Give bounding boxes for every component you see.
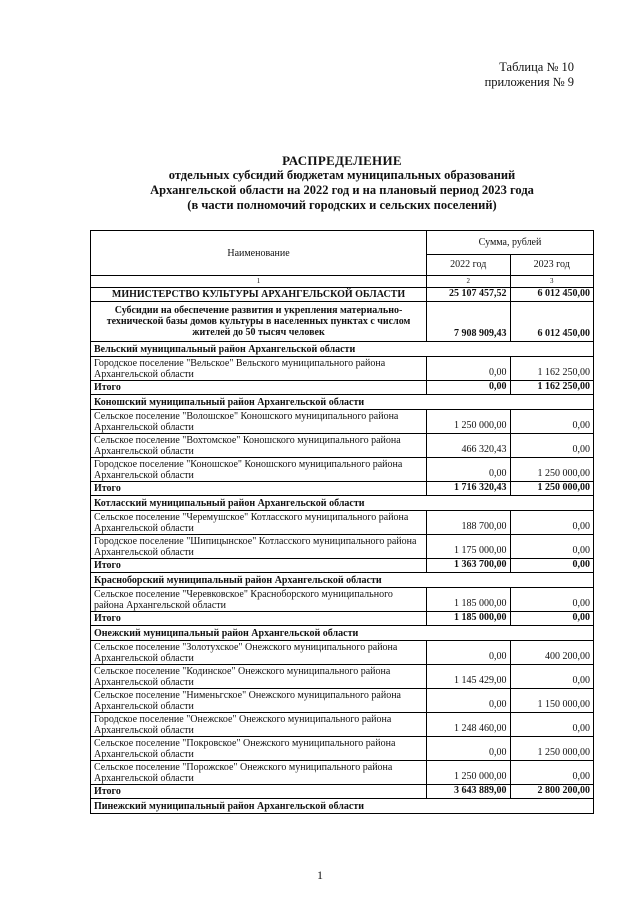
amount-2022: 1 250 000,00 — [427, 761, 510, 785]
amount-2023: 1 250 000,00 — [510, 458, 594, 482]
amount-2023: 0,00 — [510, 588, 594, 612]
amount-2022: 0,00 — [427, 689, 510, 713]
table-row-item — [91, 641, 594, 665]
amount-2023: 0,00 — [510, 713, 594, 737]
amount-2023: 1 150 000,00 — [510, 689, 594, 713]
row-name: Сельское поселение "Вохтомское" Коношского муниципального района Архангельской области — [91, 434, 427, 458]
table-row-item — [91, 511, 594, 535]
district-name: Коношский муниципальный район Архангельской области — [91, 395, 594, 410]
row-name: Сельское поселение "Волошское" Коношского муниципального района Архангельской области — [91, 410, 427, 434]
table-row-subsidy — [91, 302, 594, 342]
row-name: Городское поселение "Вельское" Вельского муниципального района Архангельской области — [91, 357, 427, 381]
total-label: Итого — [91, 559, 427, 573]
row-name: Сельское поселение "Порожское" Онежского муниципального района Архангельской области — [91, 761, 427, 785]
title-heading: РАСПРЕДЕЛЕНИЕ — [282, 153, 402, 168]
district-name: Пинежский муниципальный район Архангельской области — [91, 799, 594, 814]
title-line-2: отдельных субсидий бюджетам муниципальных образований — [168, 168, 516, 182]
amount-2022: 1 250 000,00 — [427, 410, 510, 434]
total-label: Итого — [91, 381, 427, 395]
title-line-3: Архангельской области на 2022 год и на плановый период 2023 года — [150, 183, 534, 197]
amount-2023: 1 162 250,00 — [510, 381, 594, 395]
amount-2022: 0,00 — [427, 641, 510, 665]
amount-2022: 0,00 — [427, 737, 510, 761]
amount-2022: 0,00 — [427, 381, 510, 395]
total-label: Итого — [91, 612, 427, 626]
subsidy-table — [90, 230, 594, 814]
row-name: МИНИСТЕРСТВО КУЛЬТУРЫ АРХАНГЕЛЬСКОЙ ОБЛАСТИ — [91, 288, 427, 302]
row-name: Сельское поселение "Кодинское" Онежского муниципального района Архангельской области — [91, 665, 427, 689]
total-label: Итого — [91, 482, 427, 496]
row-name: Сельское поселение "Черевковское" Красноборского муниципального района Архангельской области — [91, 588, 427, 612]
table-row-district — [91, 342, 594, 357]
table-row-total — [91, 559, 594, 573]
amount-2023: 0,00 — [510, 535, 594, 559]
appendix-number: приложения № 9 — [484, 75, 574, 89]
table-row-item — [91, 761, 594, 785]
table-number: Таблица № 10 — [499, 60, 574, 74]
table-row-item — [91, 357, 594, 381]
amount-2023: 400 200,00 — [510, 641, 594, 665]
header-2022: 2022 год — [427, 254, 510, 275]
amount-2022: 1 185 000,00 — [427, 588, 510, 612]
table-row-item — [91, 737, 594, 761]
title-line-4: (в части полномочий городских и сельских поселений) — [187, 198, 497, 212]
amount-2022: 1 716 320,43 — [427, 482, 510, 496]
row-name: Городское поселение "Шипицынское" Котласского муниципального района Архангельской области — [91, 535, 427, 559]
table-row-district — [91, 395, 594, 410]
amount-2023: 6 012 450,00 — [510, 302, 594, 342]
table-row-ministry — [91, 288, 594, 302]
table-row-district — [91, 626, 594, 641]
row-name: Субсидии на обеспечение развития и укрепления материально-технической базы домов культуры в населенных пунктах с числом жителей до 50 тысяч человек — [91, 302, 427, 342]
amount-2023: 0,00 — [510, 665, 594, 689]
district-name: Вельский муниципальный район Архангельской области — [91, 342, 594, 357]
amount-2023: 0,00 — [510, 761, 594, 785]
amount-2023: 1 250 000,00 — [510, 482, 594, 496]
amount-2023: 0,00 — [510, 511, 594, 535]
row-name: Сельское поселение "Черемушское" Котласского муниципального района Архангельской области — [91, 511, 427, 535]
amount-2022: 1 175 000,00 — [427, 535, 510, 559]
amount-2022: 1 363 700,00 — [427, 559, 510, 573]
amount-2022: 3 643 889,00 — [427, 785, 510, 799]
table-row-district — [91, 496, 594, 511]
row-name: Городское поселение "Коношское" Коношского муниципального района Архангельской области — [91, 458, 427, 482]
total-label: Итого — [91, 785, 427, 799]
table-row-item — [91, 434, 594, 458]
row-name: Сельское поселение "Нименьгское" Онежского муниципального района Архангельской области — [91, 689, 427, 713]
amount-2022: 188 700,00 — [427, 511, 510, 535]
table-row-item — [91, 713, 594, 737]
table-row-item — [91, 458, 594, 482]
column-number-3: 3 — [510, 276, 594, 288]
amount-2022: 25 107 457,52 — [427, 288, 510, 302]
column-number-2: 2 — [427, 276, 510, 288]
amount-2023: 0,00 — [510, 410, 594, 434]
table-row-item — [91, 410, 594, 434]
header-sum: Сумма, рублей — [427, 231, 594, 255]
district-name: Красноборский муниципальный район Архангельской области — [91, 573, 594, 588]
table-row-total — [91, 381, 594, 395]
table-row-item — [91, 665, 594, 689]
amount-2023: 6 012 450,00 — [510, 288, 594, 302]
amount-2022: 0,00 — [427, 357, 510, 381]
table-row-item — [91, 535, 594, 559]
document-title — [90, 153, 594, 213]
table-reference — [485, 60, 574, 90]
amount-2022: 7 908 909,43 — [427, 302, 510, 342]
amount-2023: 1 162 250,00 — [510, 357, 594, 381]
amount-2023: 1 250 000,00 — [510, 737, 594, 761]
amount-2023: 2 800 200,00 — [510, 785, 594, 799]
header-2023: 2023 год — [510, 254, 594, 275]
amount-2022: 1 145 429,00 — [427, 665, 510, 689]
row-name: Сельское поселение "Покровское" Онежского муниципального района Архангельской области — [91, 737, 427, 761]
amount-2022: 466 320,43 — [427, 434, 510, 458]
table-row-total — [91, 612, 594, 626]
district-name: Онежский муниципальный район Архангельской области — [91, 626, 594, 641]
amount-2023: 0,00 — [510, 612, 594, 626]
amount-2022: 0,00 — [427, 458, 510, 482]
column-number-1: 1 — [91, 276, 427, 288]
row-name: Городское поселение "Онежское" Онежского муниципального района Архангельской области — [91, 713, 427, 737]
table-row-district — [91, 573, 594, 588]
table-row-item — [91, 588, 594, 612]
amount-2023: 0,00 — [510, 559, 594, 573]
row-name: Сельское поселение "Золотухское" Онежского муниципального района Архангельской области — [91, 641, 427, 665]
table-row-item — [91, 689, 594, 713]
amount-2022: 1 248 460,00 — [427, 713, 510, 737]
amount-2022: 1 185 000,00 — [427, 612, 510, 626]
table-row-total — [91, 785, 594, 799]
table-row-district — [91, 799, 594, 814]
table-row-total — [91, 482, 594, 496]
amount-2023: 0,00 — [510, 434, 594, 458]
header-name: Наименование — [91, 231, 427, 276]
district-name: Котласский муниципальный район Архангельской области — [91, 496, 594, 511]
page-number: 1 — [317, 868, 323, 882]
